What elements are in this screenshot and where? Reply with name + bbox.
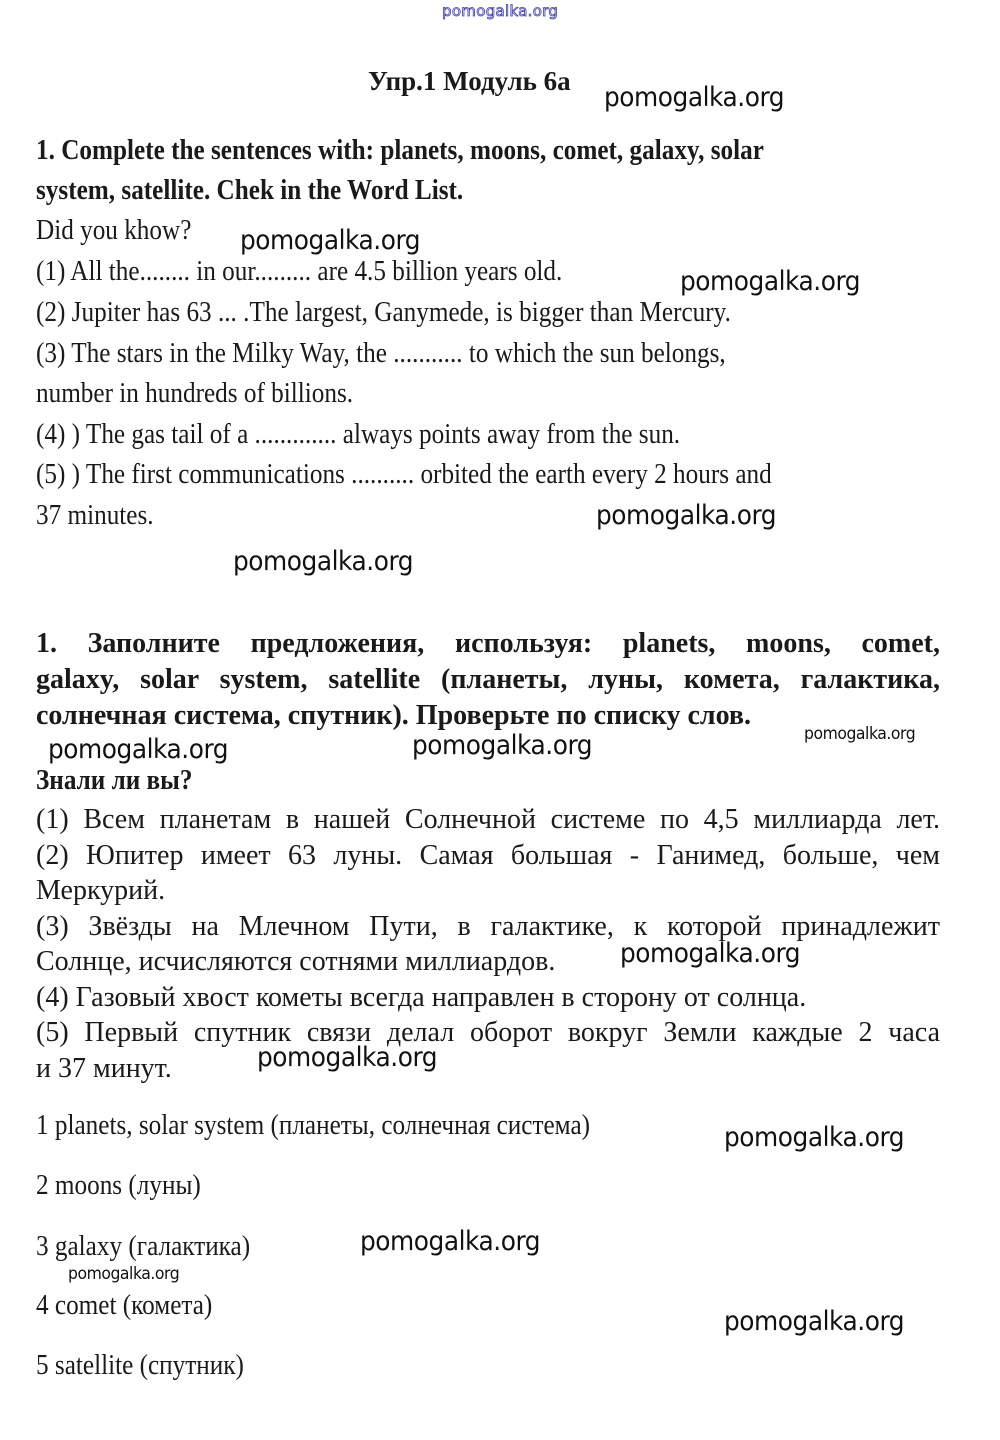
watermark: pomogalka.org — [412, 730, 593, 761]
sentence-ru-3-line2: Солнце, исчисляются сотнями миллиардов. — [36, 946, 556, 977]
sentence-ru-5-line1: (5) Первый спутник связи делал оборот вокруг Земли каждые 2 часа — [36, 1017, 940, 1048]
sentence-en-3-line1: (3) The stars in the Milky Way, the ........... to which the sun belongs, — [36, 338, 726, 369]
watermark: pomogalka.org — [48, 734, 229, 765]
site-watermark-top[interactable]: pomogalka.org — [442, 2, 559, 20]
page-title: Упр.1 Модуль 6а — [368, 66, 571, 96]
sentence-ru-4: (4) Газовый хвост кометы всегда направлен в сторону от солнца. — [36, 982, 807, 1013]
sentence-ru-2-line2: Меркурий. — [36, 875, 166, 906]
watermark: pomogalka.org — [724, 1306, 905, 1337]
task-heading-ru-line1: 1. Заполните предложения, используя: planets, moons, comet, — [36, 628, 940, 659]
sentence-en-5-line1: (5) ) The first communications .......... orbited the earth every 2 hours and — [36, 459, 772, 490]
task-heading-ru-line2: galaxy, solar system, satellite (планеты, луны, комета, галактика, — [36, 664, 940, 695]
answer-3: 3 galaxy (галактика) — [36, 1231, 251, 1262]
task-heading-ru-line3: солнечная система, спутник). Проверьте по списку слов. — [36, 700, 752, 731]
intro-en: Did you khow? — [36, 215, 192, 246]
sentence-en-3-line2: number in hundreds of billions. — [36, 378, 354, 409]
watermark: pomogalka.org — [240, 225, 421, 256]
watermark: pomogalka.org — [233, 546, 414, 577]
watermark: pomogalka.org — [257, 1042, 438, 1073]
watermark: pomogalka.org — [680, 266, 861, 297]
answer-2: 2 moons (луны) — [36, 1170, 201, 1201]
sentence-ru-1: (1) Всем планетам в нашей Солнечной системе по 4,5 миллиарда лет. — [36, 804, 940, 835]
sentence-en-5-line2: 37 minutes. — [36, 500, 154, 531]
answer-4: 4 comet (комета) — [36, 1290, 213, 1321]
task-heading-en-line2: system, satellite. Chek in the Word List. — [36, 175, 464, 206]
sentence-ru-5-line2: и 37 минут. — [36, 1053, 172, 1084]
watermark: pomogalka.org — [360, 1226, 541, 1257]
watermark: pomogalka.org — [804, 724, 916, 744]
sentence-en-4: (4) ) The gas tail of a ............. always points away from the sun. — [36, 419, 681, 450]
watermark: pomogalka.org — [620, 938, 801, 969]
watermark: pomogalka.org — [604, 82, 785, 113]
answer-5: 5 satellite (спутник) — [36, 1350, 244, 1381]
sentence-en-1: (1) All the........ in our......... are 4.5 billion years old. — [36, 256, 563, 287]
task-heading-en-line1: 1. Complete the sentences with: planets, moons, comet, galaxy, solar — [36, 135, 764, 166]
watermark: pomogalka.org — [724, 1122, 905, 1153]
watermark: pomogalka.org — [596, 500, 777, 531]
intro-ru: Знали ли вы? — [36, 765, 193, 796]
answer-1: 1 planets, solar system (планеты, солнечная система) — [36, 1110, 591, 1141]
sentence-ru-3-line1: (3) Звёзды на Млечном Пути, в галактике, к которой принадлежит — [36, 911, 940, 942]
sentence-en-2: (2) Jupiter has 63 ... .The largest, Ganymede, is bigger than Mercury. — [36, 297, 731, 328]
sentence-ru-2-line1: (2) Юпитер имеет 63 луны. Самая большая - Ганимед, больше, чем — [36, 840, 940, 871]
watermark: pomogalka.org — [68, 1264, 180, 1284]
